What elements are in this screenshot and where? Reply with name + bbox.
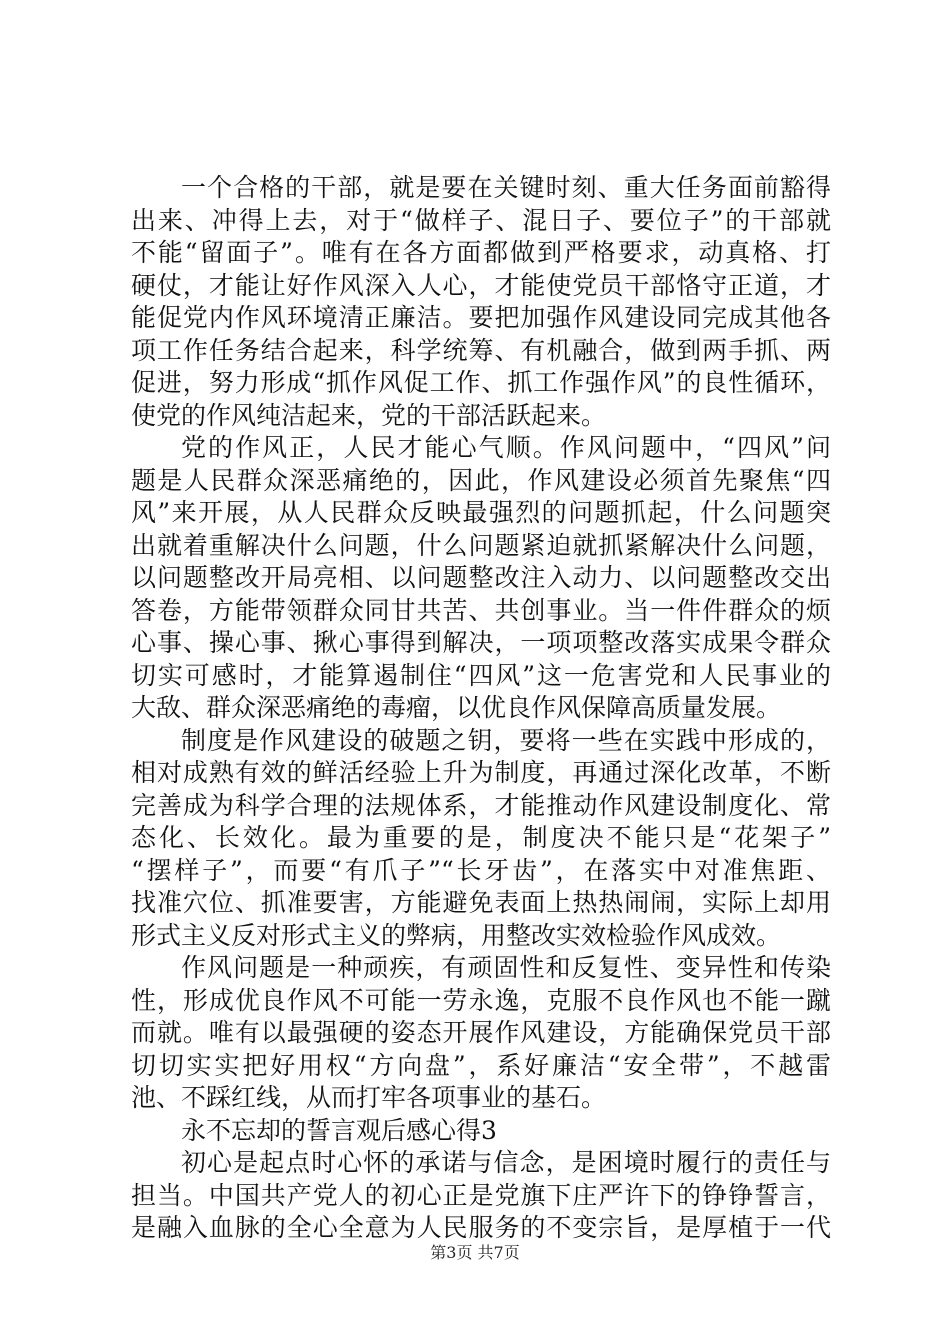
text-line: 出来、冲得上去，对于“做样子、混日子、要位子”的干部就 <box>131 205 831 235</box>
text-line: 党的作风正，人民才能心气顺。作风问题中，“四风”问 <box>181 433 831 462</box>
text-line: 能促党内作风环境清正廉洁。要把加强作风建设同完成其他各 <box>131 303 831 332</box>
paragraph <box>131 725 831 953</box>
paragraph <box>131 952 831 1115</box>
paragraph <box>131 172 831 432</box>
text-line: 答卷，方能带领群众同甘共苦、共创事业。当一件件群众的烦 <box>131 595 831 625</box>
text-line: 促进，努力形成“抓作风促工作、抓工作强作风”的良性循环， <box>131 368 831 397</box>
text-line: 是融入血脉的全心全意为人民服务的不变宗旨，是厚植于一代 <box>131 1213 831 1242</box>
text-line: 相对成熟有效的鲜活经验上升为制度，再通过深化改革，不断 <box>131 758 831 787</box>
section-heading <box>131 1115 831 1148</box>
text-line: 作风问题是一种顽疾，有顽固性和反复性、变异性和传染 <box>181 953 831 982</box>
text-line: 切切实实把好用权“方向盘”，系好廉洁“安全带”，不越雷 <box>131 1050 831 1080</box>
text-line: 找准穴位、抓准要害，方能避免表面上热热闹闹，实际上却用 <box>131 888 831 917</box>
text-line: 题是人民群众深恶痛绝的，因此，作风建设必须首先聚焦“四 <box>131 465 831 495</box>
text-line: 性，形成优良作风不可能一劳永逸，克服不良作风也不能一蹴 <box>131 985 831 1015</box>
text-line: 大敌、群众深恶痛绝的毒瘤，以优良作风保障高质量发展。 <box>131 693 782 722</box>
document-body <box>131 172 831 1245</box>
paragraph <box>131 432 831 725</box>
text-line: 态化、长效化。最为重要的是，制度决不能只是“花架子” <box>131 823 831 852</box>
text-line: 项工作任务结合起来，科学统筹、有机融合，做到两手抓、两 <box>131 335 831 365</box>
paragraph <box>131 1147 831 1245</box>
text-line: 初心是起点时心怀的承诺与信念，是困境时履行的责任与 <box>181 1148 831 1177</box>
text-line: 担当。中国共产党人的初心正是党旗下庄严许下的铮铮誓言， <box>131 1180 831 1210</box>
text-line: 池、不踩红线，从而打牢各项事业的基石。 <box>131 1083 607 1112</box>
text-line: “摆样子”，而要“有爪子”“长牙齿”，在落实中对准焦距、 <box>131 855 831 885</box>
text-line: 出就着重解决什么问题，什么问题紧迫就抓紧解决什么问题， <box>131 530 831 560</box>
text-line: 完善成为科学合理的法规体系，才能推动作风建设制度化、常 <box>131 790 831 820</box>
text-line: 硬仗，才能让好作风深入人心，才能使党员干部恪守正道，才 <box>131 270 831 300</box>
text-line: 风”来开展，从人民群众反映最强烈的问题抓起，什么问题突 <box>131 498 831 527</box>
text-line: 切实可感时，才能算遏制住“四风”这一危害党和人民事业的 <box>131 660 831 690</box>
text-line: 永不忘却的誓言观后感心得3 <box>181 1115 497 1145</box>
text-line: 而就。唯有以最强硬的姿态开展作风建设，方能确保党员干部 <box>131 1018 831 1047</box>
page-footer: 第3页 共7页 <box>430 1243 520 1262</box>
text-line: 使党的作风纯洁起来，党的干部活跃起来。 <box>131 400 607 430</box>
text-line: 制度是作风建设的破题之钥，要将一些在实践中形成的， <box>181 725 831 755</box>
text-line: 一个合格的干部，就是要在关键时刻、重大任务面前豁得 <box>181 173 831 202</box>
text-line: 不能“留面子”。唯有在各方面都做到严格要求，动真格、打 <box>131 238 831 267</box>
text-line: 形式主义反对形式主义的弊病，用整改实效检验作风成效。 <box>131 920 782 950</box>
text-line: 心事、操心事、揪心事得到解决，一项项整改落实成果令群众 <box>131 628 831 657</box>
text-line: 以问题整改开局亮相、以问题整改注入动力、以问题整改交出 <box>131 563 831 592</box>
